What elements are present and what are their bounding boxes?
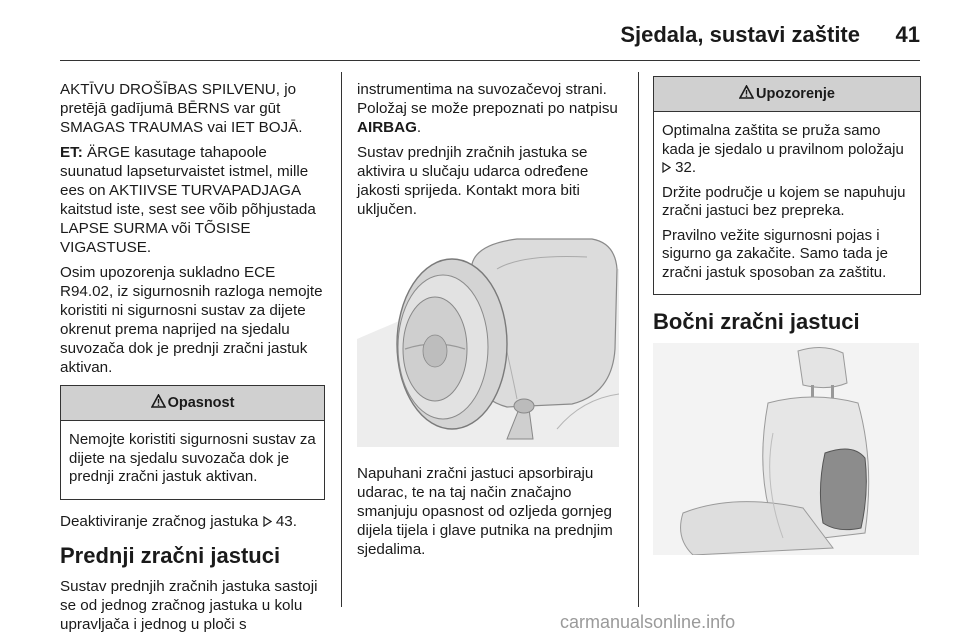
deactivation-page-link[interactable]: 43. <box>275 512 297 530</box>
page-reference-icon <box>662 162 671 173</box>
ece-paragraph: Osim upozorenja sukladno ECE R94.02, iz sigurnosnih razloga nemojte koristiti ni sigurnosni sustav za dijete okrenut prema naprijed na sjedalu suvozača dok je prednji zračni jastuk aktivan. <box>60 264 323 376</box>
danger-box-text: Nemojte koristiti sigurnosni sustav za dijete na sjedalu suvozača dok je prednji zračni jastuk aktivan. <box>69 431 316 485</box>
deactivation-ref-line <box>60 512 325 531</box>
danger-box-body <box>61 421 324 499</box>
airbag-position-paragraph <box>357 80 625 137</box>
front-airbags-text: Sustav prednjih zračnih jastuka sastoji se od jednog zračnog jastuka u kolu upravljača i jednog u ploči s <box>60 577 318 633</box>
airbag-label: AIRBAG <box>357 119 417 136</box>
et-label: ET: <box>60 144 83 161</box>
side-airbags-heading: Bočni zračni jastuci <box>653 309 860 334</box>
page-reference-icon <box>263 516 272 527</box>
side-airbag-illustration <box>653 343 921 560</box>
column-2 <box>357 80 625 565</box>
warning-box <box>653 76 921 295</box>
airbag-warning-et <box>60 143 325 257</box>
warning-triangle-icon <box>739 85 754 99</box>
column-divider-2 <box>638 72 639 607</box>
page-number: 41 <box>895 22 920 47</box>
inflated-airbags-paragraph: Napuhani zračni jastuci apsorbiraju udarac, te na taj način značajno smanjuju opasnost od ozljeda gornjeg dijela tijela i glave putnika na prednjim sjedalima. <box>357 465 613 558</box>
position-text-end: . <box>416 119 422 136</box>
deactivation-text: Deaktiviranje zračnog jastuka <box>60 512 259 530</box>
airbag-warning-lv: AKTĪVU DROŠĪBAS SPILVENU, jo pretējā gadījumā BĒRNS var gūt SMAGAS TRAUMAS vai IET BOJĀ. <box>60 81 303 136</box>
warning-box-title: Upozorenje <box>756 86 835 102</box>
warning-box-p3: Pravilno vežite sigurnosni pojas i sigurno ga zakačite. Samo tada je zračni jastuk sposoban za zaštitu. <box>662 226 888 281</box>
header-divider <box>60 60 920 61</box>
activation-paragraph: Sustav prednjih zračnih jastuka se aktivira u slučaju udarca određene jakosti sprijeda. Kontakt mora biti uključen. <box>357 144 589 218</box>
seat-position-text: Optimalna zaštita se pruža samo kada je sjedalo u pravilnom položaju <box>662 122 904 158</box>
warning-box-p1 <box>662 122 912 178</box>
front-airbags-heading: Prednji zračni jastuci <box>60 542 281 568</box>
danger-box-header <box>61 386 324 421</box>
front-airbag-image <box>357 229 619 447</box>
et-text: ÄRGE kasutage tahapoole suunatud lapseturvaistet istmel, mille ees on AKTIIVSE TURVAPADJAGA kaitstud iste, sest see võib põhjustada LAPSE SURMA või TÕSISE VIGASTUSE. <box>60 144 316 256</box>
warning-box-header <box>654 77 920 112</box>
danger-box-title: Opasnost <box>167 395 235 411</box>
side-airbag-image <box>653 343 919 555</box>
danger-box <box>60 385 325 500</box>
warning-box-p2: Držite područje u kojem se napuhuju zračni jastuci bez prepreka. <box>662 183 906 219</box>
warning-box-body <box>654 112 920 294</box>
warning-triangle-icon <box>151 394 166 408</box>
seat-position-page-link[interactable]: 32. <box>675 159 697 176</box>
watermark: carmanualsonline.info <box>560 612 736 632</box>
column-1 <box>60 80 325 640</box>
position-text: instrumentima na suvozačevoj strani. Položaj se može prepoznati po natpisu <box>357 81 618 117</box>
front-airbag-illustration <box>357 229 625 452</box>
chapter-title: Sjedala, sustavi zaštite <box>620 22 860 47</box>
column-divider-1 <box>341 72 342 607</box>
column-3 <box>653 76 921 572</box>
